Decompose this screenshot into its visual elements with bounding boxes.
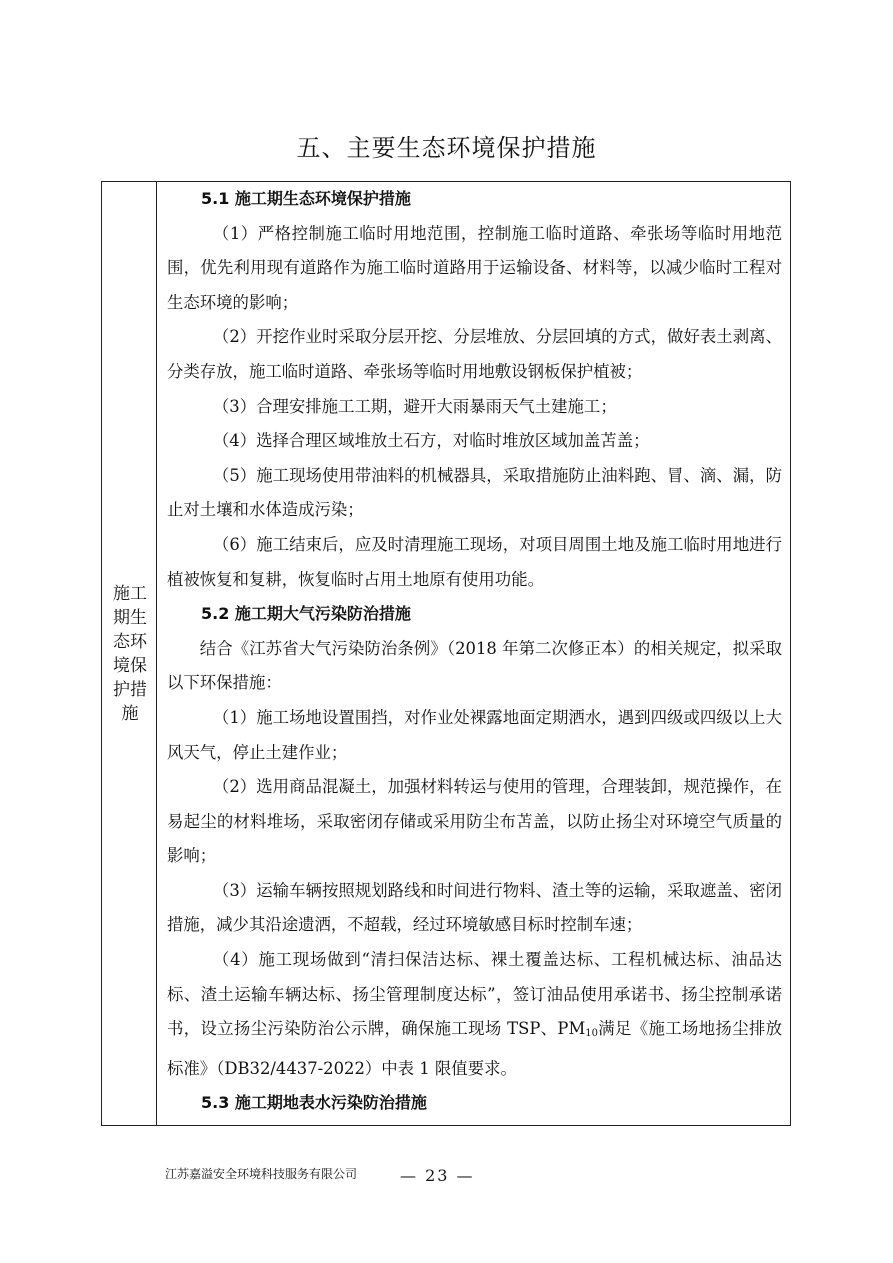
measure-paragraph: （3）合理安排施工工期，避开大雨暴雨天气土建施工； — [212, 396, 617, 416]
measure-paragraph: （1）施工场地设置围挡，对作业处裸露地面定期洒水，遇到四级或四级以上大风天气，停止土建作业； — [167, 707, 782, 762]
page-title: 五、主要生态环境保护措施 — [296, 134, 597, 162]
measure-text: 满足《施工场地扬尘排放标准》（DB32/4437-2022）中表 1 限值要求。 — [167, 1019, 783, 1078]
section-5-2-heading: 5.2 施工期大气污染防治措施 — [201, 604, 411, 624]
section-5-1-heading: 5.1 施工期生态环境保护措施 — [201, 189, 411, 208]
measure-paragraph: （3）运输车辆按照规划路线和时间进行物料、渣土等的运输，采取遮盖、密闭措施，减少其沿途遗洒，不超载，经过环境敏感目标时控制车速； — [167, 880, 782, 935]
measure-paragraph: （2）选用商品混凝土，加强材料转运与使用的管理，合理装卸，规范操作，在易起尘的材料堆场，采取密闭存储或采用防尘布苫盖，以防止扬尘对环境空气质量的影响； — [167, 777, 782, 866]
row-header-cell — [102, 182, 157, 1125]
measure-paragraph: （1）严格控制施工临时用地范围，控制施工临时道路、牵张场等临时用地范围，优先利用现有道路作为施工临时道路用于运输设备、材料等，以减少临时工程对生态环境的影响； — [167, 223, 782, 312]
measure-paragraph: （2）开挖作业时采取分层开挖、分层堆放、分层回填的方式，做好表土剥离、分类存放，施工临时道路、牵张场等临时用地敷设钢板保护植被； — [167, 327, 782, 381]
intro-paragraph: 结合《江苏省大气污染防治条例》（2018 年第二次修正本）的相关规定，拟采取以下环保措施： — [167, 638, 782, 693]
measure-paragraph: （4）选择合理区域堆放土石方，对临时堆放区域加盖苫盖； — [212, 431, 650, 451]
row-header-label: 施工期生态环境保护措施 — [113, 584, 147, 724]
measure-paragraph: （6）施工结束后，应及时清理施工现场，对项目周围土地及施工临时用地进行植被恢复和复耕，恢复临时占用土地原有使用功能。 — [167, 534, 782, 589]
measures-table — [101, 181, 791, 1126]
subscript: 10 — [585, 1028, 598, 1040]
measure-text: （4）施工现场做到“清扫保洁达标、裸土覆盖达标、工程机械达标、油品达标、渣土运输车辆达标、扬尘管理制度达标”，签订油品使用承诺书、扬尘控制承诺书，设立扬尘污染防治公示牌，确保施工现场 TSP、PM — [167, 950, 782, 1039]
footer-company: 江苏嘉溢安全环境科技服务有限公司 — [165, 1167, 358, 1181]
measure-paragraph — [167, 943, 782, 1086]
section-5-3-heading: 5.3 施工期地表水污染防治措施 — [201, 1093, 427, 1113]
content-cell — [157, 182, 790, 1121]
page-number: — 23 — — [400, 1166, 475, 1185]
measure-paragraph: （5）施工现场使用带油料的机械器具，采取措施防止油料跑、冒、滴、漏，防止对土壤和水体造成污染； — [167, 465, 782, 520]
